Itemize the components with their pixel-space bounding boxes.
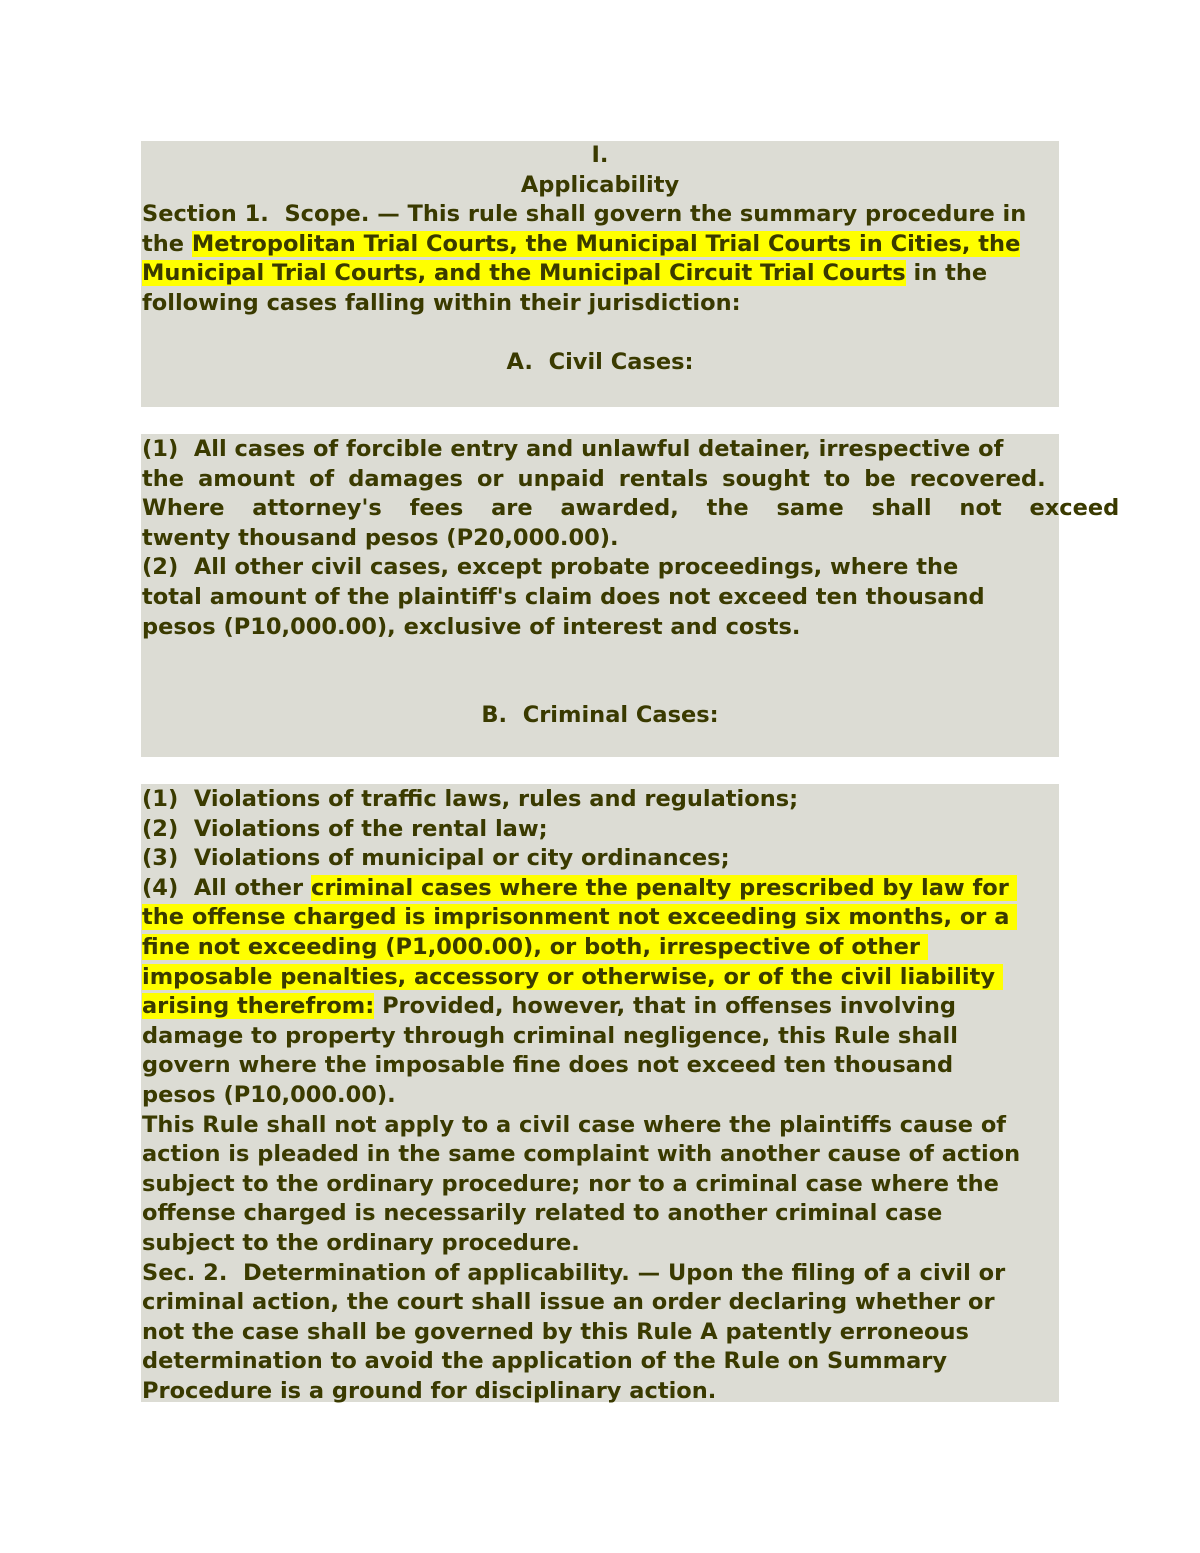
scope-text-line-2 xyxy=(142,230,1058,260)
civil-item-1-line-4: twenty thousand pesos (P20,000.00). xyxy=(142,524,619,551)
civil-item-1-line-1: (1) All cases of forcible entry and unlawful detainer, irrespective of xyxy=(142,436,1004,462)
criminal-item-3: (3) Violations of municipal or city ordinances; xyxy=(142,845,730,872)
spacer xyxy=(142,672,1058,702)
criminal-highlight-2: the offense charged is imprisonment not exceeding six months, or a xyxy=(142,904,1018,931)
courts-highlight-2: Municipal Trial Courts, and the Municipal Circuit Trial Courts xyxy=(142,260,906,287)
exclusion-line-5: subject to the ordinary procedure. xyxy=(142,1229,580,1256)
scope-text-line-3 xyxy=(142,259,1058,289)
sec2-line-5: Procedure is a ground for disciplinary action. xyxy=(142,1377,717,1404)
exclusion-line-2: action is pleaded in the same complaint with another cause of action xyxy=(142,1141,1021,1168)
criminal-highlight-4: imposable penalties, accessory or otherwise, or of the civil liability xyxy=(142,963,1003,990)
section-heading: Applicability xyxy=(520,171,680,198)
criminal-item-4-line-5 xyxy=(142,992,1058,1022)
criminal-item-4-line-2 xyxy=(142,903,1058,933)
section-numeral: I. xyxy=(591,142,609,168)
criminal-highlight-1: criminal cases where the penalty prescribed by law for xyxy=(310,874,1017,901)
civil-item-1-line-2: the amount of damages or unpaid rentals sought to be recovered. xyxy=(142,465,1046,492)
criminal-item-4-line-6: damage to property through criminal negligence, this Rule shall xyxy=(142,1022,958,1049)
spacer xyxy=(142,642,1058,672)
criminal-item-4-line-3 xyxy=(142,933,1058,963)
scope-the: the xyxy=(142,230,192,257)
sec2-line-3: not the case shall be governed by this Rule A patently erroneous xyxy=(142,1318,969,1345)
criminal-item-1: (1) Violations of traffic laws, rules and regulations; xyxy=(142,786,799,812)
criminal-cases-heading: B. Criminal Cases: xyxy=(481,702,719,729)
sec2-line-2: criminal action, the court shall issue an order declaring whether or xyxy=(142,1289,995,1316)
exclusion-line-3: subject to the ordinary procedure; nor to a criminal case where the xyxy=(142,1170,999,1197)
civil-cases-block xyxy=(141,434,1120,757)
section-applicability-block xyxy=(141,141,1059,407)
criminal-item-4-line-7: govern where the imposable fine does not exceed ten thousand xyxy=(142,1052,954,1079)
criminal-item-4-prefix: (4) All other xyxy=(142,874,311,901)
exclusion-line-1: This Rule shall not apply to a civil case where the plaintiffs cause of xyxy=(142,1111,1007,1138)
courts-highlight-1: Metropolitan Trial Courts, the Municipal Trial Courts in Cities, the xyxy=(191,230,1021,257)
sec2-line-1: Sec. 2. Determination of applicability. — Upon the filing of a civil or xyxy=(142,1259,1006,1286)
criminal-item-2: (2) Violations of the rental law; xyxy=(142,815,548,842)
criminal-item-4-line-8: pesos (P10,000.00). xyxy=(142,1081,396,1108)
civil-item-2-line-3: pesos (P10,000.00), exclusive of interest and costs. xyxy=(142,613,801,640)
sec2-line-4: determination to avoid the application of the Rule on Summary xyxy=(142,1348,948,1375)
civil-item-2-line-2: total amount of the plaintiff's claim does not exceed ten thousand xyxy=(142,583,985,610)
civil-item-2-line-1: (2) All other civil cases, except probate proceedings, where the xyxy=(142,554,959,581)
criminal-item-4-proviso: Provided, however, that in offenses involving xyxy=(374,993,956,1020)
scope-text-line-1: Section 1. Scope. — This rule shall govern the summary procedure in xyxy=(142,201,1027,228)
criminal-item-4-line-1 xyxy=(142,874,1058,904)
scope-text-line-4: following cases falling within their jurisdiction: xyxy=(142,289,741,316)
criminal-highlight-5: arising therefrom: xyxy=(142,993,375,1020)
scope-in-the: in the xyxy=(905,260,988,287)
exclusion-line-4: offense charged is necessarily related to another criminal case xyxy=(142,1200,943,1227)
criminal-cases-block xyxy=(141,784,1059,1402)
spacer xyxy=(142,319,1058,349)
civil-cases-heading: A. Civil Cases: xyxy=(506,349,694,376)
civil-item-1-line-3: Where attorney's fees are awarded, the same shall not exceed xyxy=(142,495,1120,522)
criminal-highlight-3: fine not exceeding (P1,000.00), or both, irrespective of other xyxy=(142,933,928,960)
criminal-item-4-line-4 xyxy=(142,963,1058,993)
